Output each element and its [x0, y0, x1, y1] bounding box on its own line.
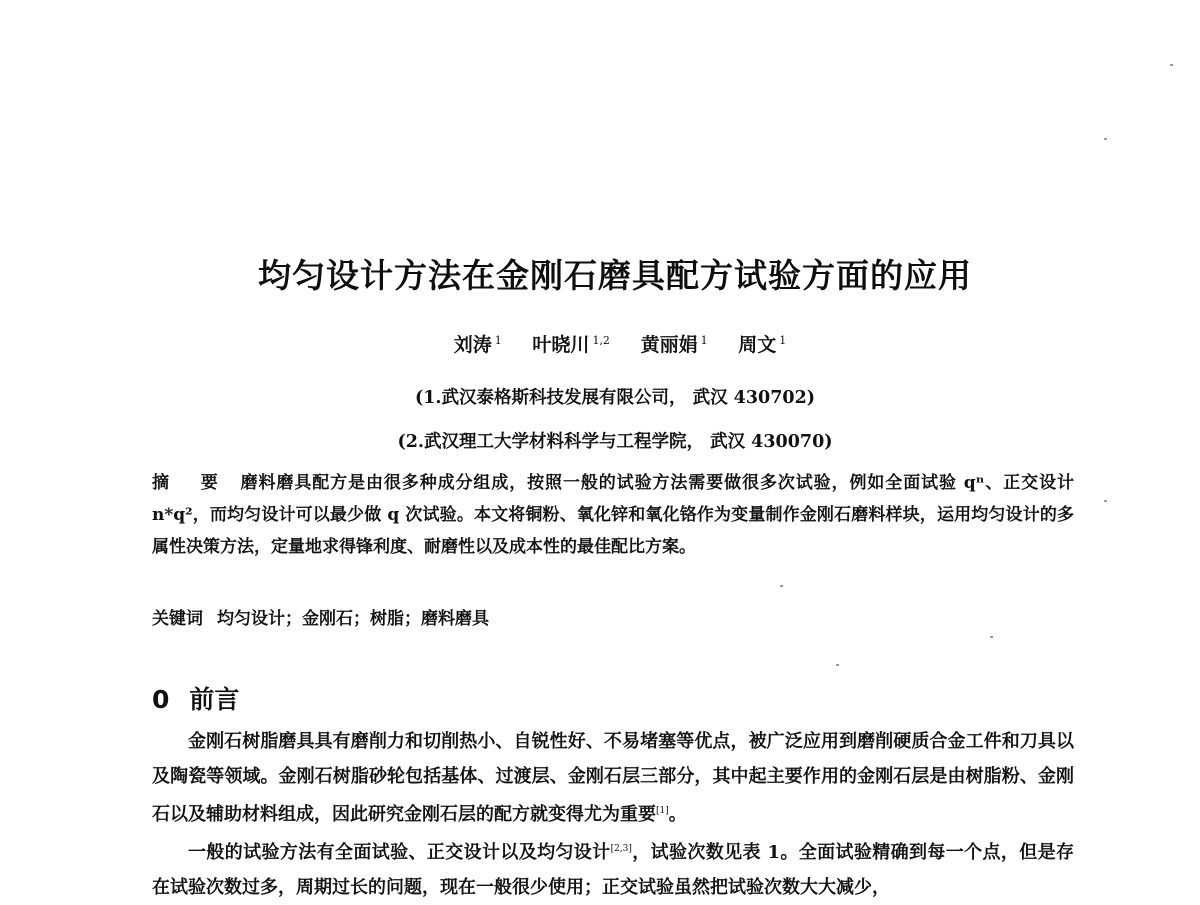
author-name: 刘涛	[453, 334, 492, 356]
body-text	[152, 724, 1074, 905]
keywords-text: 均匀设计；金刚石；树脂；磨料磨具	[217, 609, 489, 629]
citation: [2,3]	[610, 844, 632, 854]
keywords	[152, 604, 1074, 629]
paragraph	[152, 832, 1074, 905]
author	[738, 334, 786, 356]
author-affiliation-mark: 1,2	[592, 333, 610, 347]
scan-speck	[836, 664, 839, 666]
paragraph-tail: 。	[668, 804, 687, 825]
author-name: 叶晓川	[532, 334, 590, 356]
paragraph	[152, 724, 1074, 832]
abstract	[152, 467, 1074, 563]
scan-speck	[1170, 64, 1173, 66]
author-name: 黄丽娟	[640, 334, 698, 356]
paper-title: 均匀设计方法在金刚石磨具配方试验方面的应用	[258, 256, 972, 295]
abstract-label: 摘 要	[152, 473, 231, 493]
paragraph-text: 一般的试验方法有全面试验、正交设计以及均匀设计	[188, 842, 611, 863]
author	[532, 334, 610, 356]
abstract-text: 磨料磨具配方是由很多种成分组成，按照一般的试验方法需要做很多次试验，例如全面试验 qⁿ、正交设计 n*q²，而均匀设计可以最少做 q 次试验。本文将铜粉、氧化锌和氧化铬作为变量制作金刚石磨料样块，运用均匀设计的多属性决策方法，定量地求得锋利度、耐磨性以及成本性的最佳配比方案。	[152, 473, 1074, 557]
author	[641, 334, 708, 356]
citation: [1]	[656, 806, 669, 816]
section-number: 0	[152, 685, 170, 714]
keywords-label: 关键词	[152, 609, 203, 629]
author-affiliation-mark: 1	[494, 333, 502, 347]
affiliation-2: (2.武汉理工大学材料科学与工程学院， 武汉 430070)	[397, 432, 833, 452]
author-name: 周文	[738, 334, 777, 356]
affiliation-1: (1.武汉泰格斯科技发展有限公司， 武汉 430702)	[414, 388, 816, 408]
paragraph-tail: ，试验次数见表 1。全面试验精确到每一个点，但是存在试验次数过多，周期过长的问题，现在一般很少使用；正交试验虽然把试验次数大大减少，	[152, 842, 1074, 898]
paragraph-text: 金刚石树脂磨具具有磨削力和切削热小、自锐性好、不易堵塞等优点，被广泛应用到磨削硬质合金工件和刀具以及陶瓷等领域。金刚石树脂砂轮包括基体、过渡层、金刚石层三部分，其中起主要作用的金刚石层是由树脂粉、金刚石以及辅助材料组成，因此研究金刚石层的配方就变得尤为重要	[152, 731, 1074, 825]
author-affiliation-mark: 1	[779, 333, 787, 347]
author	[454, 334, 502, 356]
section-title: 前言	[189, 685, 240, 714]
section-heading	[152, 680, 239, 716]
author-list	[0, 330, 1200, 357]
scan-speck	[990, 636, 993, 638]
scan-speck	[1104, 138, 1107, 140]
author-affiliation-mark: 1	[700, 333, 708, 347]
scan-speck	[1104, 500, 1107, 502]
scan-speck	[780, 585, 783, 587]
